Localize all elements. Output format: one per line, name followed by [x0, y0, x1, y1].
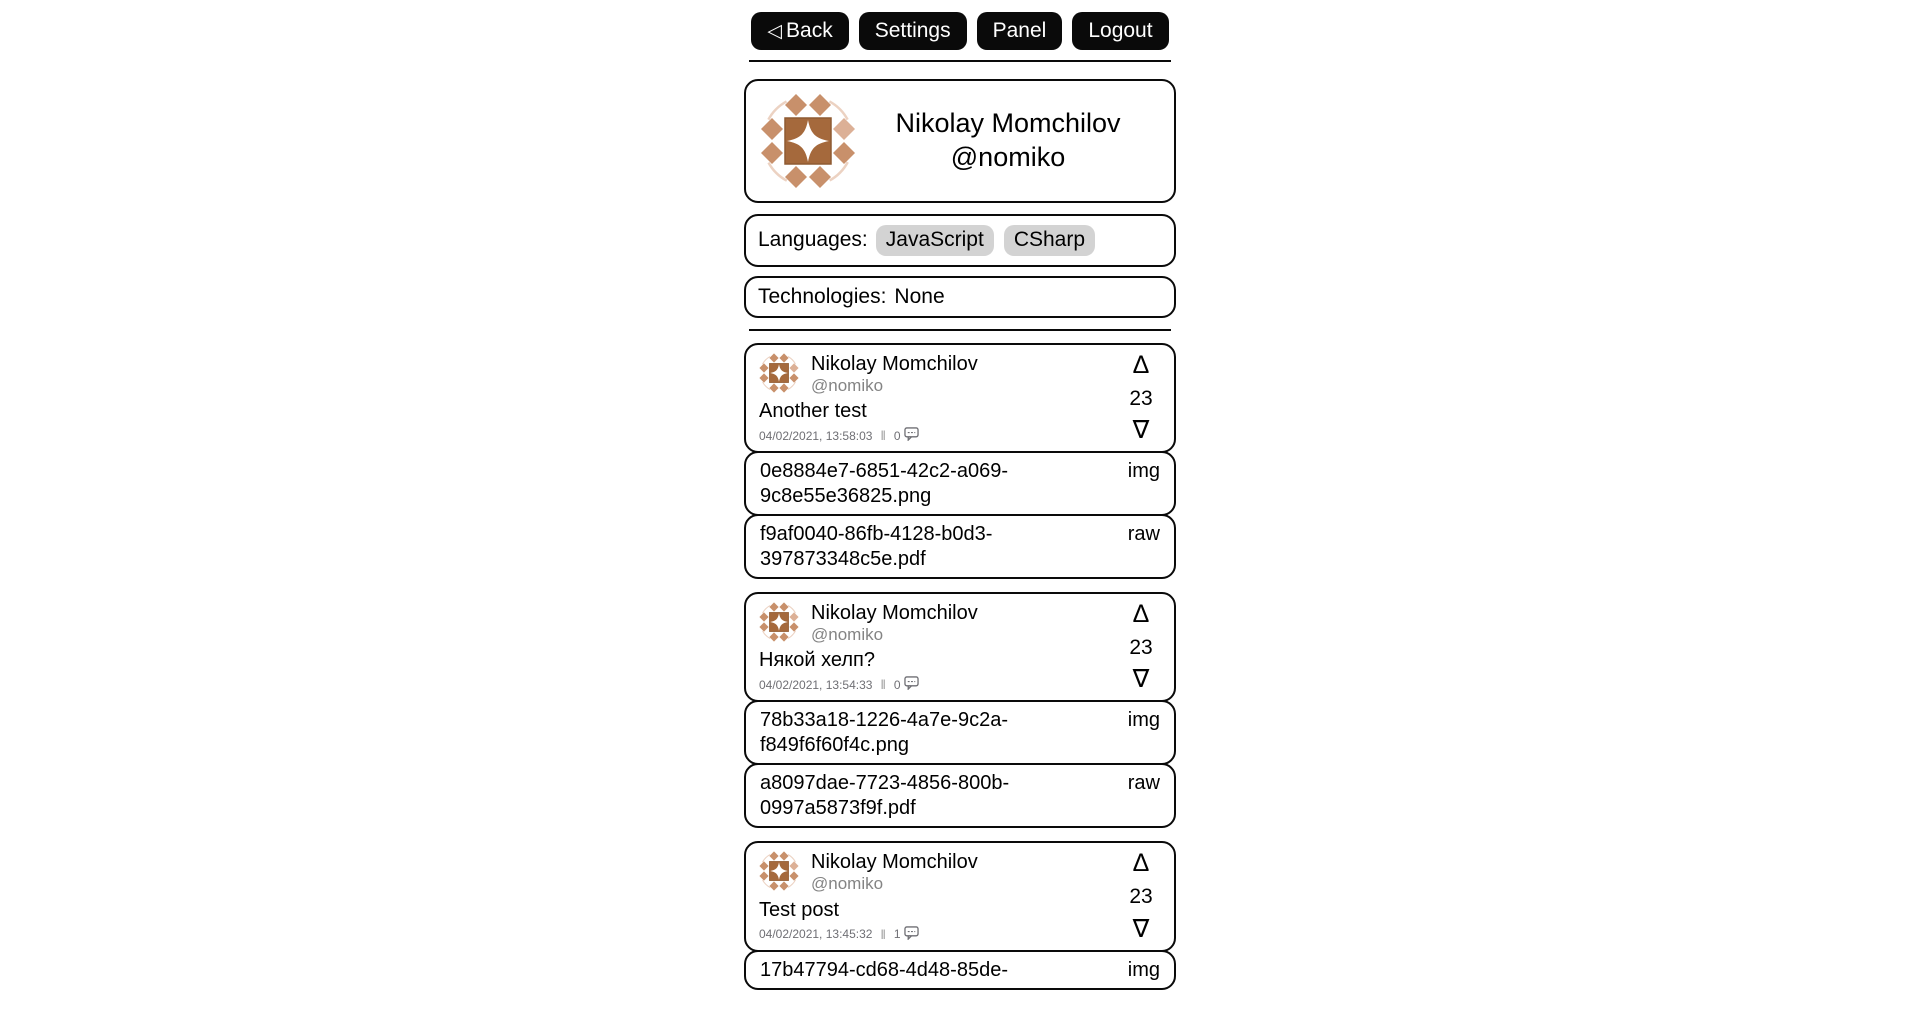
comment-count: 0 [893, 428, 901, 443]
downvote-button[interactable]: ∇ [1132, 665, 1150, 694]
attachment-row[interactable] [744, 763, 1176, 828]
panel-button[interactable]: Panel [977, 12, 1063, 50]
comment-count: 1 [893, 927, 901, 942]
comment-bubble-icon [904, 427, 919, 441]
vote-count: 23 [1129, 635, 1153, 659]
meta-separator: ‖ [880, 677, 886, 693]
post-header [759, 851, 1112, 894]
comment-count-group [894, 427, 919, 444]
languages-card [744, 214, 1176, 267]
attachment-row[interactable] [744, 950, 1176, 990]
post-group [744, 841, 1176, 990]
vote-count: 23 [1129, 884, 1153, 908]
attachment-filename: 0e8884e7-6851-42c2-a069-9c8e55e36825.png [760, 460, 1008, 507]
attachment-type-badge: raw [1127, 772, 1160, 795]
settings-button[interactable]: Settings [859, 12, 967, 50]
profile-name: Nikolay Momchilov [895, 108, 1121, 139]
attachment-filename: f9af0040-86fb-4128-b0d3-397873348c5e.pdf [760, 523, 993, 570]
comment-icon [904, 676, 919, 693]
post-author-block [811, 602, 978, 645]
identicon-avatar-graphic [759, 602, 799, 642]
attachment-filename: a8097dae-7723-4856-800b-0997a5873f9f.pdf [760, 772, 1010, 819]
post-title: Test post [759, 898, 840, 921]
comment-count-group [894, 926, 919, 943]
post-title: Another test [759, 400, 867, 423]
top-toolbar [744, 12, 1176, 50]
post-author-avatar [759, 602, 799, 642]
divider [749, 329, 1171, 331]
comment-count: 0 [893, 677, 901, 692]
attachment-filename: 78b33a18-1226-4a7e-9c2a-f849f6f60f4c.png [760, 709, 1008, 756]
attachment-filename: 17b47794-cd68-4d48-85de- [760, 958, 1008, 981]
post-timestamp: 04/02/2021, 13:54:33 [759, 677, 873, 692]
profile-names [856, 107, 1160, 175]
post-author-name: Nikolay Momchilov [811, 601, 978, 624]
language-tag: CSharp [1004, 225, 1095, 256]
page-container [744, 12, 1176, 990]
identicon-avatar-graphic [759, 851, 799, 891]
post-timestamp: 04/02/2021, 13:58:03 [759, 428, 873, 443]
post-author-handle: @nomiko [811, 624, 884, 644]
upvote-button[interactable]: Δ [1132, 849, 1150, 878]
attachment-list [744, 950, 1176, 990]
post-author-handle: @nomiko [811, 375, 884, 395]
comment-icon [904, 926, 919, 943]
post-author-handle: @nomiko [811, 874, 884, 894]
post-header [759, 602, 1112, 645]
post-title: Някой хелп? [759, 649, 875, 672]
back-arrow-icon: ◁ [767, 21, 783, 42]
technologies-card [744, 276, 1176, 318]
attachment-list [744, 700, 1176, 828]
post-meta [759, 926, 1112, 943]
post-card[interactable] [744, 592, 1176, 703]
downvote-button[interactable]: ∇ [1132, 914, 1150, 943]
logout-button[interactable]: Logout [1072, 12, 1168, 50]
identicon-avatar-graphic [759, 353, 799, 393]
post-meta [759, 676, 1112, 693]
post-card[interactable] [744, 841, 1176, 952]
post-meta [759, 427, 1112, 444]
profile-card [744, 79, 1176, 203]
attachment-row[interactable] [744, 700, 1176, 765]
attachment-type-badge: img [1127, 460, 1160, 483]
post-author-block [811, 353, 978, 396]
meta-separator: ‖ [880, 926, 886, 942]
vote-column [1122, 350, 1160, 445]
attachment-row[interactable] [744, 451, 1176, 516]
language-tag: JavaScript [876, 225, 994, 256]
languages-label: Languages: [758, 228, 868, 252]
comment-bubble-icon [904, 926, 919, 940]
post-author-avatar [759, 353, 799, 393]
downvote-button[interactable]: ∇ [1132, 416, 1150, 445]
divider [749, 60, 1171, 62]
vote-column [1122, 599, 1160, 694]
post-author-name: Nikolay Momchilov [811, 851, 978, 874]
attachment-type-badge: img [1127, 958, 1160, 981]
post-author-block [811, 851, 978, 894]
profile-handle: @nomiko [950, 141, 1066, 172]
comment-count-group [894, 676, 919, 693]
profile-avatar [760, 93, 856, 189]
back-button-label: Back [786, 19, 833, 42]
attachment-type-badge: img [1127, 709, 1160, 732]
posts-feed [744, 343, 1176, 990]
identicon-avatar-graphic [760, 93, 856, 189]
upvote-button[interactable]: Δ [1132, 599, 1150, 628]
post-group [744, 592, 1176, 828]
technologies-label: Technologies: [758, 284, 887, 308]
technologies-value: None [894, 284, 945, 308]
post-header [759, 353, 1112, 396]
post-timestamp: 04/02/2021, 13:45:32 [759, 927, 873, 942]
language-tag-list [876, 225, 1095, 256]
upvote-button[interactable]: Δ [1132, 350, 1150, 379]
attachment-type-badge: raw [1127, 523, 1160, 546]
comment-bubble-icon [904, 676, 919, 690]
back-button[interactable] [751, 12, 848, 50]
comment-icon [904, 427, 919, 444]
attachment-list [744, 451, 1176, 579]
attachment-row[interactable] [744, 514, 1176, 579]
vote-count: 23 [1129, 386, 1153, 410]
post-group [744, 343, 1176, 579]
post-card[interactable] [744, 343, 1176, 454]
post-author-name: Nikolay Momchilov [811, 352, 978, 375]
vote-column [1122, 851, 1160, 942]
post-author-avatar [759, 851, 799, 891]
meta-separator: ‖ [880, 428, 886, 444]
